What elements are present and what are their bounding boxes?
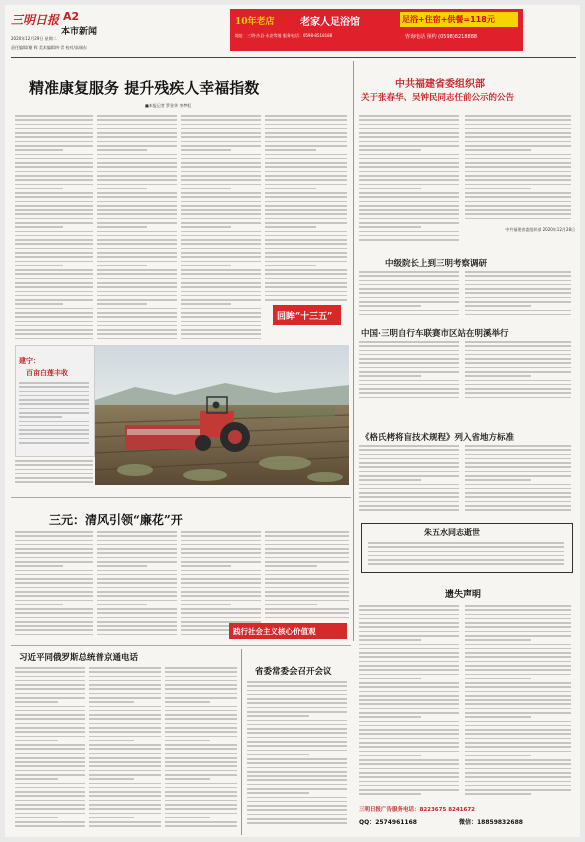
values-banner-text: 践行社会主义核心价值观	[233, 627, 316, 636]
ad-offer	[400, 12, 518, 27]
bottom-divider	[241, 649, 242, 835]
section-name: 本市新闻	[61, 27, 98, 37]
article-standard-col2	[465, 445, 571, 517]
newspaper-page	[5, 5, 580, 837]
lead-body-col4	[265, 115, 347, 305]
article-court-col1	[359, 271, 459, 321]
ad-phone: 咨询电话 预约 (0598)8218888	[405, 34, 478, 40]
lead-photo	[95, 345, 349, 485]
obituary-body	[368, 542, 564, 568]
bottom-headline-2: 省委常委会召开会议	[255, 667, 332, 677]
ad-service-qq: QQ：2574961168	[359, 819, 417, 826]
sanyuan-body-col1	[15, 531, 93, 641]
top-advertisement	[230, 9, 523, 51]
masthead-rule	[11, 57, 576, 58]
ad-service-footer	[359, 805, 573, 833]
lead-body-col1	[15, 115, 93, 343]
article-title-cycling: 中国·三明自行车联赛市区站在明溪举行	[361, 329, 509, 339]
article-standard-col1	[359, 445, 459, 517]
bottom1-col1	[15, 667, 85, 831]
notice-title-2: 关于张春华、吴钟民同志任前公示的公告	[361, 93, 515, 103]
lead-byline: ■本报记者 罗金华 李梦虹	[145, 103, 192, 108]
photo-caption-body	[19, 382, 89, 448]
photo-body-col1	[15, 460, 93, 490]
article-cycling-col1	[359, 341, 459, 403]
notice-title-1: 中共福建省委组织部	[395, 79, 485, 90]
page-number: A2	[63, 10, 80, 23]
bottom-headline-1: 习近平同俄罗斯总统普京通电话	[19, 653, 139, 663]
lead-body-col2	[97, 115, 177, 343]
article-title-court: 中级院长上到三明考察调研	[385, 259, 488, 269]
values-banner	[229, 623, 347, 639]
editor-credits: 责任编辑/谢 辉 美术编辑/叶青 校对/高瑞东	[11, 45, 87, 50]
lost-notice-col2	[465, 605, 571, 799]
sanyuan-body-col2	[97, 531, 177, 641]
notice-body-col2	[465, 115, 571, 225]
ad-address: 地址：三明·沙县·永安等地 服务电话：0598-8518188	[235, 33, 333, 38]
ad-badge: 10年老店	[235, 17, 275, 27]
ad-service-wechat: 微信：18859832688	[459, 819, 523, 826]
ad-service-title: 三明日报广告服务电话：8223675 8241672	[359, 807, 475, 813]
photo-caption-box	[15, 345, 95, 457]
photo-caption-subtitle: 百亩白莲丰收	[26, 369, 68, 377]
article-court-col2	[465, 271, 571, 321]
masthead-logo: 三明日报	[11, 13, 60, 27]
lead-headline: 精准康复服务 提升残疾人幸福指数	[29, 79, 260, 97]
obituary-title: 朱五水同志逝世	[424, 527, 480, 537]
ad-offer-text: 足浴+住宿+供餐=118元	[402, 15, 495, 24]
bottom1-col3	[165, 667, 237, 831]
ad-title: 老家人足浴馆	[300, 17, 360, 28]
bottom2-col1	[247, 681, 347, 831]
lost-notice-title: 遗失声明	[445, 590, 482, 600]
tractor-field-image	[95, 345, 349, 485]
article-cycling-col2	[465, 341, 571, 403]
column-divider	[353, 61, 354, 641]
lead-body-col3	[181, 115, 261, 343]
review-stamp-text: 回眸“十三五”	[277, 312, 333, 322]
notice-signature: 中共福建省委组织部 2020年12月28日	[505, 227, 575, 232]
masthead	[11, 9, 181, 39]
bottom-rule	[11, 645, 351, 646]
bottom1-col2	[89, 667, 161, 831]
section-rule	[11, 497, 351, 498]
sanyuan-headline: 三元：清风引领“廉花”开	[49, 513, 183, 527]
photo-caption-title: 建宁：	[19, 357, 40, 365]
sanyuan-body-col4	[265, 531, 349, 623]
review-stamp	[273, 305, 341, 325]
obituary-box	[361, 523, 573, 573]
notice-body-col1	[359, 115, 459, 245]
issue-date: 2020年12月29日 星期二	[11, 36, 57, 41]
lost-notice-col1	[359, 605, 459, 799]
article-title-standard: 《格氏栲将盲技术规程》列入省地方标准	[361, 433, 515, 443]
